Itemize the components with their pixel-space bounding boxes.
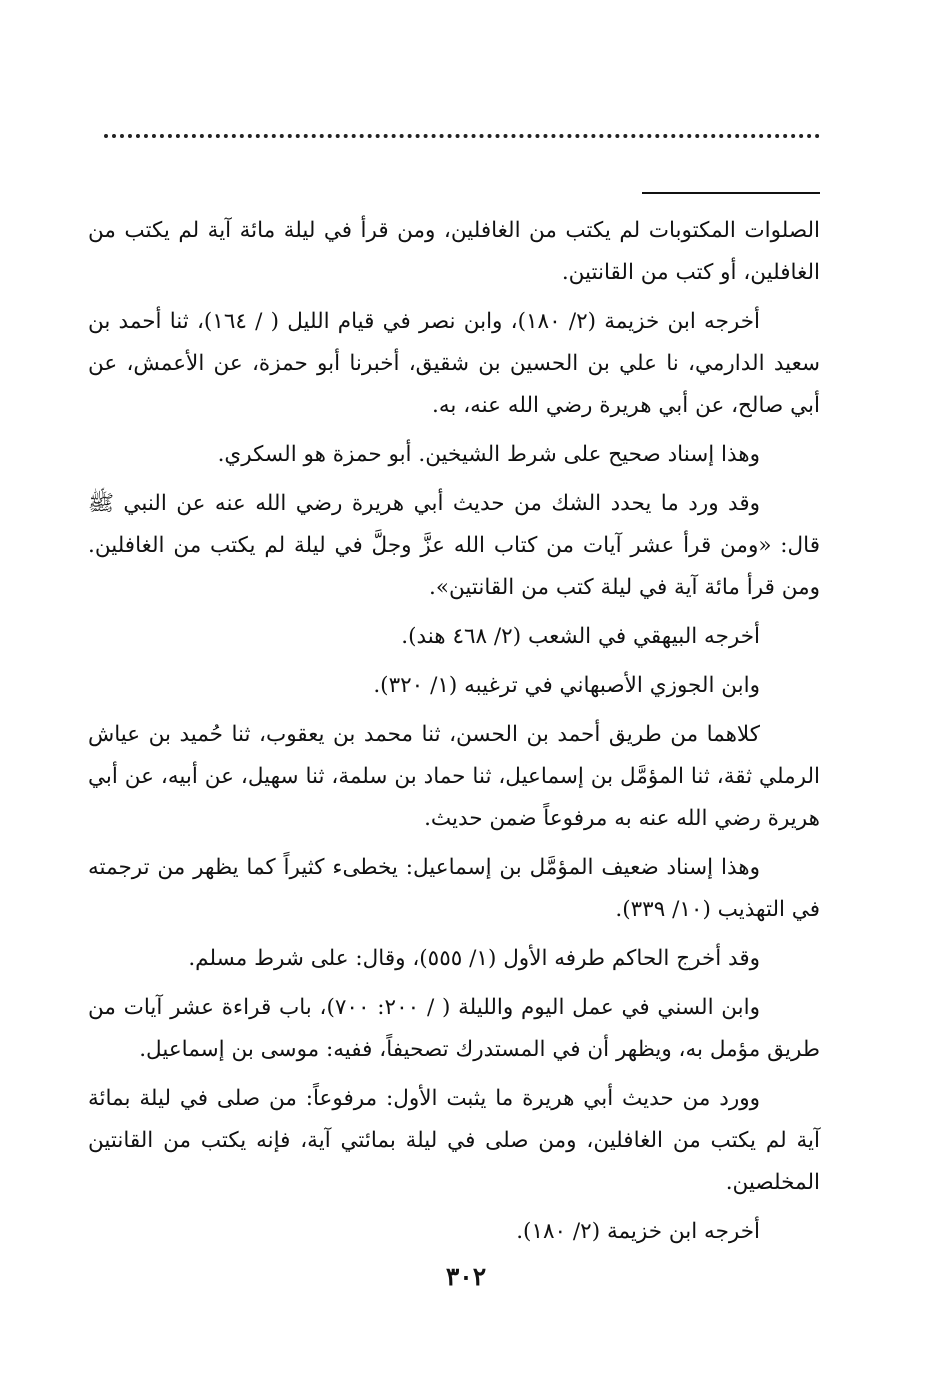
dotted-separator [104,134,820,138]
footnote-rule [642,192,820,194]
paragraph-8: وهذا إسناد ضعيف المؤمَّل بن إسماعيل: يخطىء كثيراً كما يظهر من ترجمته في التهذيب (١٠/ ٣٣٩). [88,855,820,922]
paragraph-3: وهذا إسناد صحيح على شرط الشيخين. أبو حمزة هو السكري. [217,442,760,467]
paragraph-10: وابن السني في عمل اليوم والليلة ( / ٢٠٠: ٧٠٠)، باب قراءة عشر آيات من طريق مؤمل به، ويظهر أن في المستدرك تصحيفاً، ففيه: موسى بن إسماعيل. [88,995,820,1062]
paragraph-5: أخرجه البيهقي في الشعب (٢/ ٤٦٨ هند). [401,624,760,649]
paragraph-11: وورد من حديث أبي هريرة ما يثبت الأول: مرفوعاً: من صلى في ليلة بمائة آية لم يكتب من الغافلين، ومن صلى في ليلة بمائتي آية، فإنه يكتب من القانتين المخلصين. [88,1086,820,1195]
footnote-text [88,210,820,1260]
page-number: ٣٠٢ [445,1262,487,1291]
paragraph-1: الصلوات المكتوبات لم يكتب من الغافلين، ومن قرأ في ليلة مائة آية لم يكتب من الغافلين، أو كتب من القانتين. [88,218,820,285]
paragraph-2: أخرجه ابن خزيمة (٢/ ١٨٠)، وابن نصر في قيام الليل ( / ١٦٤)، ثنا أحمد بن سعيد الدارمي، نا علي بن الحسين بن شقيق، أخبرنا أبو حمزة، عن الأعمش، عن أبي صالح، عن أبي هريرة رضي الله عنه، به. [88,309,820,418]
paragraph-9: وقد أخرج الحاكم طرفه الأول (١/ ٥٥٥)، وقال: على شرط مسلم. [188,946,760,971]
paragraph-12: أخرجه ابن خزيمة (٢/ ١٨٠). [516,1219,760,1244]
paragraph-7: كلاهما من طريق أحمد بن الحسن، ثنا محمد بن يعقوب، ثنا حُميد بن عياش الرملي ثقة، ثنا المؤمَّل بن إسماعيل، ثنا حماد بن سلمة، ثنا سهيل، عن أبيه، عن أبي هريرة رضي الله عنه به مرفوعاً ضمن حديث. [88,722,820,831]
paragraph-4: وقد ورد ما يحدد الشك من حديث أبي هريرة رضي الله عنه عن النبي ﷺ قال: «ومن قرأ عشر آيات من كتاب الله عزَّ وجلَّ في ليلة لم يكتب من الغافلين. ومن قرأ مائة آية في ليلة كتب من القانتين». [88,491,820,600]
paragraph-6: وابن الجوزي الأصبهاني في ترغيبه (١/ ٣٢٠). [373,673,760,698]
